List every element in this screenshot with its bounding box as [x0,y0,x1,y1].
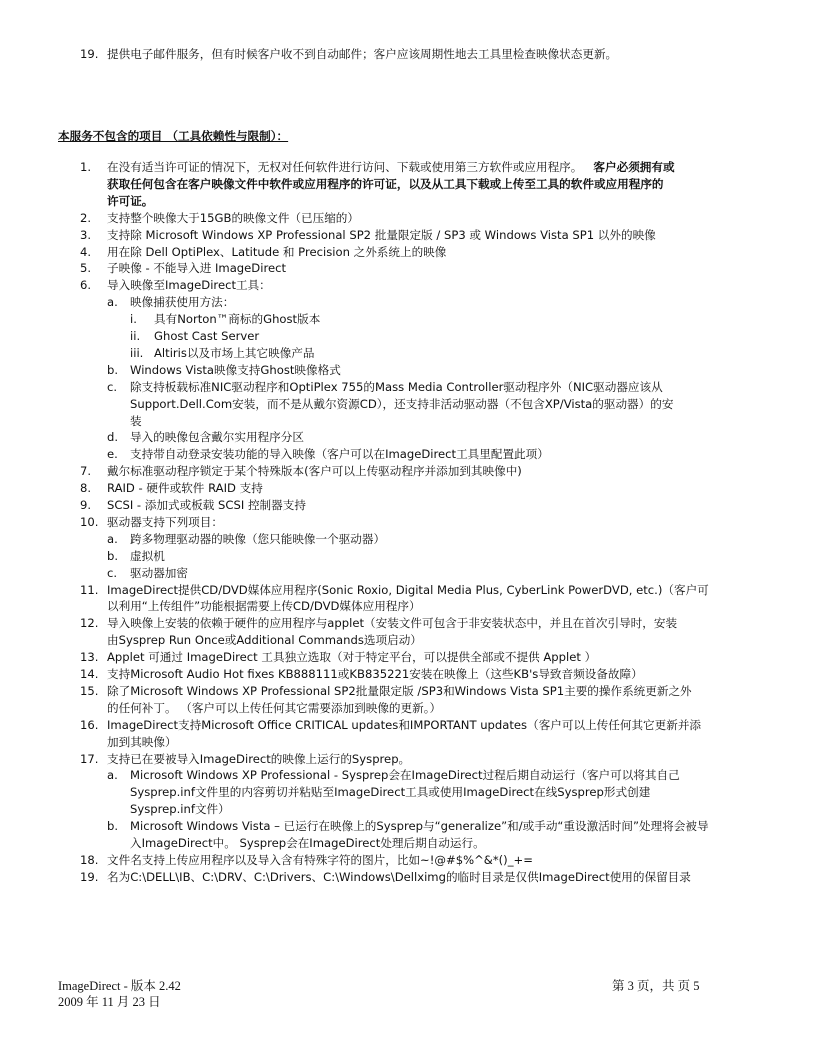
item-text [130,767,680,784]
item-number: a. [107,768,118,783]
text-run: Support.Dell.Com安装，而不是从戴尔资源CD），还支持非活动驱动器（不包含XP/Vista的驱动器）的安 [130,396,674,411]
text-run: 导入映像至ImageDirect工具： [107,278,271,293]
item-number: 7. [80,464,92,479]
item-text [130,396,673,413]
item-text [154,345,314,362]
item-text [107,717,701,734]
item-number: 14. [80,667,99,681]
item-text [107,227,656,244]
text-run: 用在除 Dell OptiPlex、Latitude 和 Precision 之外系统上的映像 [107,244,447,259]
item-number: 15. [80,683,99,698]
text-run: Microsoft Windows XP Professional - Sysprep会在ImageDirect过程后期自动运行（客户可以将其自己 [130,768,680,783]
item-number: b. [107,362,119,377]
item-text [107,193,153,210]
item-text [107,176,664,193]
item-text [107,598,421,615]
item-number: 13. [80,650,99,665]
item-text [130,413,142,430]
item-text [107,463,522,480]
text-run: 支持Microsoft Audio Hot fixes KB888111或KB835221安装在映像上（这些KB's导致音频设备故障） [107,667,643,681]
item-number: 19. [80,869,99,884]
item-number: ii. [130,329,141,343]
item-text [130,294,234,311]
item-text [130,835,485,852]
item-number: 5. [80,261,92,276]
item-text [107,582,709,599]
footer-page-info: 第 3 页，共 页 5 [612,979,700,993]
item-text [130,565,188,582]
item-text [107,497,306,514]
text-run: 名为C:\DELL\IB、C:\DRV、C:\Drivers、C:\Windows\Dellximg的临时目录是仅供ImageDirect使用的保留目录 [107,869,691,884]
text-run: 导入映像上安装的依赖于硬件的应用程序与applet（安装文件可包含于非安装状态中，并且在首次引导时，安装 [107,616,678,631]
text-run: 在没有适当许可证的情况下，无权对任何软件进行访问、下载或使用第三方软件或应用程序。 [107,160,594,174]
text-run: ImageDirect提供CD/DVD媒体应用程序(Sonic Roxio, Digital Media Plus, CyberLink PowerDVD, etc.)（客户可 [107,582,709,597]
item-number: 1. [80,160,92,174]
item-text [107,632,422,649]
item-text [130,784,650,801]
footer-date: 2009 年 11 月 23 日 [58,995,161,1009]
item-text [107,666,643,683]
bold-text: 获取任何包含在客户映像文件中软件或应用程序的许可证，以及从工具下载或上传至工具的软件或应用程序的 [107,176,664,191]
item-number: 12. [80,616,99,631]
text-run: 装 [130,413,142,428]
item-text [107,159,675,176]
item-text [154,311,320,328]
item-text [107,480,263,497]
item-text [107,514,223,531]
text-run: 除了Microsoft Windows XP Professional SP2批量限定版 /SP3和Windows Vista SP1主要的操作系统更新之外 [107,683,692,698]
item-number: d. [107,430,119,445]
text-run: 除支持板载标准NIC驱动程序和OptiPlex 755的Mass Media Controller驱动程序外（NIC驱动器应该从 [130,379,663,394]
item-text [130,446,549,463]
text-run: 文件名支持上传应用程序以及导入含有特殊字符的图片，比如~!@#$%^&*()_+= [107,852,533,867]
item-number: i. [130,312,137,327]
text-run: SCSI - 添加式或板载 SCSI 控制器支持 [107,498,306,512]
text-run: Windows Vista映像支持Ghost映像格式 [130,362,341,377]
text-run: 驱动器加密 [130,565,188,580]
item-text [107,700,441,717]
text-run: Altiris以及市场上其它映像产品 [154,345,315,360]
item-number: b. [107,819,119,834]
item-text [107,277,271,294]
item-number: 8. [80,481,92,496]
item-text [107,683,692,700]
text-run: 支持除 Microsoft Windows XP Professional SP2 批量限定版 / SP3 或 Windows Vista SP1 以外的映像 [107,227,656,242]
item-text [107,244,446,261]
item-text [130,801,230,818]
item-number: a. [107,531,118,546]
text-run: Sysprep.inf文件） [130,802,230,817]
bold-text: 客户必须拥有或 [593,160,675,174]
item-number: 19. [80,47,99,61]
text-run: ImageDirect支持Microsoft Office CRITICAL updates和IMPORTANT updates（客户可以上传任何其它更新并添 [107,717,702,732]
item-number: 2. [80,210,92,225]
bold-text: 许可证。 [107,193,154,208]
item-text [107,751,410,768]
item-number: 17. [80,751,99,766]
text-run: 支持带自动登录安装功能的导入映像（客户可以在ImageDirect工具里配置此项） [130,447,549,462]
item-text [107,852,533,869]
text-run: 跨多物理驱动器的映像（您只能映像一个驱动器） [130,531,386,546]
text-run: Microsoft Windows Vista – 已运行在映像上的Sysprep与“generalize”和/或手动“重设激活时间”处理将会被导 [130,819,709,834]
text-run: 具有Norton™商标的Ghost版本 [154,312,321,327]
text-run: 戴尔标准驱动程序锁定于某个特殊版本(客户可以上传驱动程序并添加到其映像中) [107,464,522,479]
text-run: 由Sysprep Run Once或Additional Commands选项启动） [107,633,422,648]
item-number: 3. [80,227,92,242]
item-number: 6. [80,278,92,293]
item-number: c. [107,379,118,394]
text-run: Sysprep.inf文件里的内容剪切并粘贴至ImageDirect工具或使用ImageDirect在线Sysprep形式创建 [130,785,651,800]
item-number: c. [107,565,118,580]
text-run: 的任何补丁。 （客户可以上传任何其它需要添加到映像的更新。） [107,700,442,715]
text-run: 加到其映像） [107,734,177,749]
item-number: 4. [80,244,92,259]
item-text [107,210,359,227]
item-text [130,818,709,835]
text-run: 映像捕获使用方法： [130,295,235,310]
text-run: 子映像 - 不能导入进 ImageDirect [107,261,287,276]
item-number: a. [107,295,118,310]
item-number: 16. [80,717,99,732]
item-number: iii. [130,345,144,360]
item-text [130,429,304,446]
item-text [130,531,385,548]
text-run: 入ImageDirect中。 Sysprep会在ImageDirect处理后期自动运行。 [130,836,485,850]
item-text [107,869,691,886]
footer-doc-version: ImageDirect - 版本 2.42 [58,979,181,993]
item-text [107,649,596,666]
item-text [107,734,177,751]
text-run: Applet 可通过 ImageDirect 工具独立选取（对于特定平台，可以提供全部或不提供 Applet ） [107,650,597,665]
text-run: 支持整个映像大于15GB的映像文件（已压缩的） [107,210,359,225]
item-text [154,328,259,345]
text-run: RAID - 硬件或软件 RAID 支持 [107,481,263,496]
section-heading: 本服务不包含的项目 （工具依赖性与限制）： [58,129,289,143]
text-run: 以利用“上传组件”功能根据需要上传CD/DVD媒体应用程序） [107,599,421,614]
item-number: 9. [80,498,92,512]
text-run: 虚拟机 [130,548,165,563]
text-run: 驱动器支持下列项目： [107,514,223,529]
item-number: b. [107,548,119,563]
item-number: e. [107,447,118,462]
item-text [130,548,165,565]
item-text: 提供电子邮件服务，但有时候客户收不到自动邮件；客户应该周期性地去工具里检查映像状态更新。 [107,47,618,61]
item-number: 10. [80,514,99,529]
text-run: Ghost Cast Server [154,329,260,343]
item-text [107,260,286,277]
item-text [130,379,663,396]
item-number: 18. [80,852,99,867]
item-number: 11. [80,582,99,597]
text-run: 支持已在要被导入ImageDirect的映像上运行的Sysprep。 [107,751,411,766]
item-text [107,615,677,632]
text-run: 导入的映像包含戴尔实用程序分区 [130,430,304,445]
item-text [130,362,341,379]
